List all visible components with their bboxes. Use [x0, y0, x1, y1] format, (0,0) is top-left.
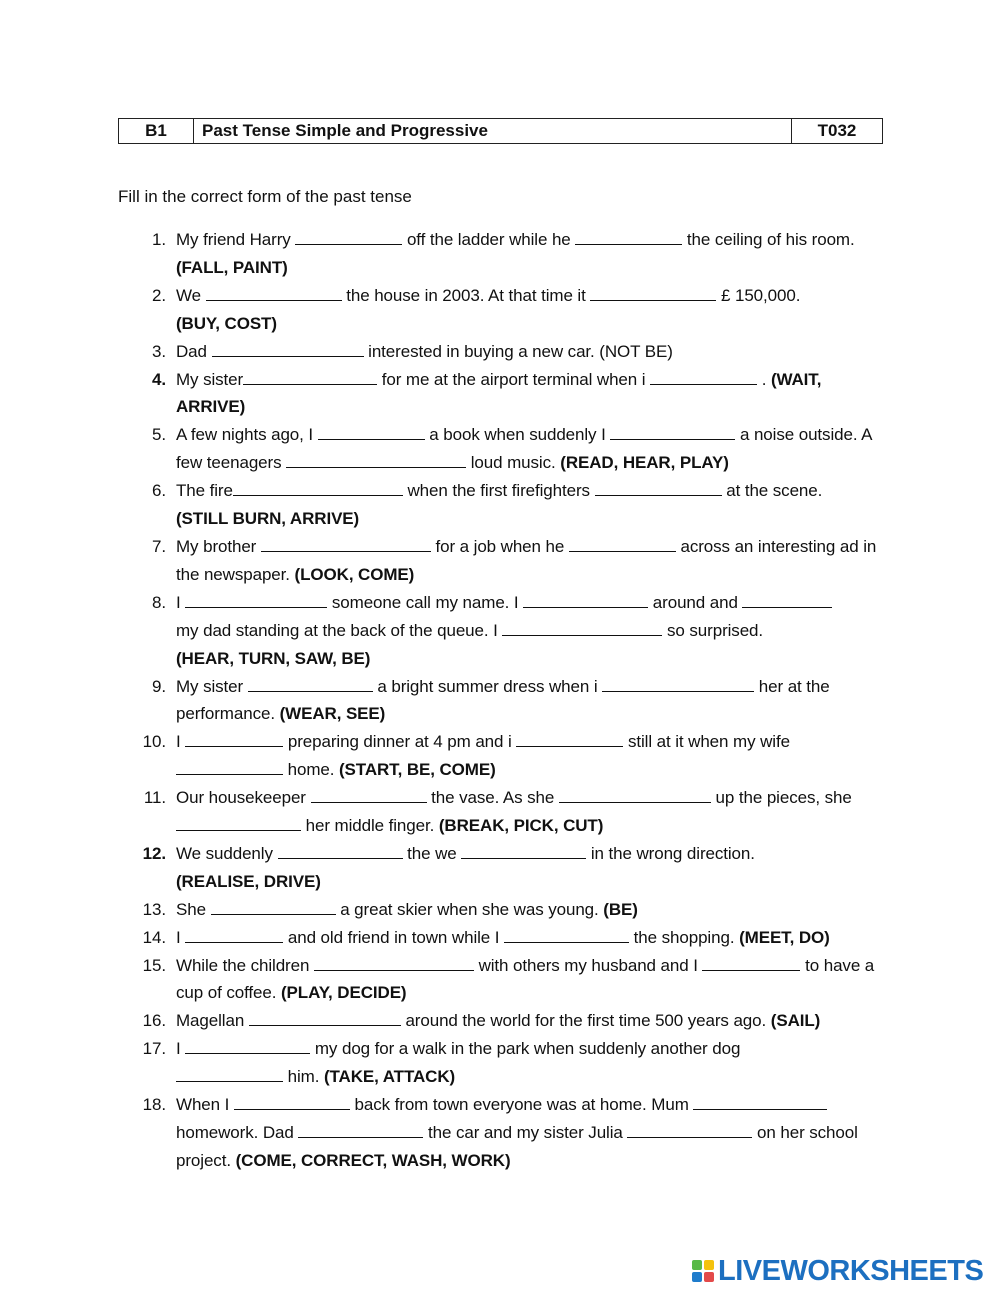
- sentence-text: We: [176, 285, 201, 305]
- verb-hint: (BREAK, PICK, CUT): [438, 816, 604, 836]
- sentence-text: up the pieces, she: [715, 788, 852, 808]
- sentence-text: her middle finger.: [305, 816, 435, 836]
- sentence-text: I: [176, 1039, 181, 1059]
- verb-hint: (COME, CORRECT, WASH, WORK): [235, 1150, 511, 1170]
- verb-hint: (READ, HEAR, PLAY): [560, 453, 729, 473]
- exercise-item-18: [118, 1091, 888, 1175]
- answer-blank[interactable]: [742, 590, 832, 608]
- sentence-text: still at it when my wife: [627, 732, 790, 752]
- verb-hint: (WAIT, ARRIVE): [176, 369, 822, 417]
- sentence-text: I: [176, 927, 181, 947]
- sentence-text: the car and my sister Julia: [428, 1123, 623, 1142]
- exercise-item-6: [118, 477, 888, 533]
- logo-mark-icon: [692, 1260, 714, 1282]
- answer-blank[interactable]: [185, 925, 283, 943]
- sentence-text: £ 150,000.: [720, 285, 801, 305]
- verb-hint: (HEAR, TURN, SAW, BE): [176, 648, 371, 668]
- sentence-text: to have a cup of coffee.: [176, 955, 875, 1003]
- worksheet-header-table: [118, 118, 883, 144]
- item-number: 4.: [152, 369, 166, 389]
- exercise-item-16: [118, 1007, 888, 1035]
- sentence-text: .: [761, 369, 767, 389]
- sentence-text: A few nights ago, I: [176, 425, 314, 445]
- verb-hint: (REALISE, DRIVE): [176, 871, 321, 891]
- sentence-text: her at the performance.: [176, 676, 830, 724]
- sentence-text: him.: [287, 1067, 320, 1087]
- answer-blank[interactable]: [523, 590, 648, 608]
- answer-blank[interactable]: [185, 729, 283, 747]
- answer-blank[interactable]: [211, 897, 336, 915]
- sentence-text: my dad standing at the back of the queue. I: [176, 620, 498, 640]
- item-number: 9.: [152, 676, 166, 696]
- exercise-item-14: [118, 924, 888, 952]
- sentence-text: in the wrong direction.: [590, 843, 755, 863]
- sentence-text: She: [176, 899, 206, 919]
- answer-blank[interactable]: [502, 618, 662, 636]
- exercise-item-10: [118, 728, 888, 784]
- answer-blank[interactable]: [278, 841, 403, 859]
- sentence-text: around and: [652, 592, 738, 612]
- sentence-text: interested in buying a new car. (NOT BE): [368, 341, 673, 361]
- exercise-item-9: [118, 673, 888, 729]
- verb-hint: (TAKE, ATTACK): [323, 1067, 456, 1087]
- sentence-text: loud music.: [470, 453, 556, 473]
- answer-blank[interactable]: [650, 367, 757, 385]
- sentence-text: the ceiling of his room.: [686, 230, 855, 249]
- sentence-text: preparing dinner at 4 pm and i: [287, 732, 512, 752]
- item-number: 8.: [152, 592, 166, 612]
- item-number: 7.: [152, 536, 166, 556]
- sentence-text: I: [176, 732, 181, 752]
- exercise-item-11: [118, 784, 888, 840]
- answer-blank[interactable]: [185, 1036, 310, 1054]
- answer-blank[interactable]: [702, 953, 800, 971]
- title-cell: Past Tense Simple and Progressive: [194, 119, 792, 144]
- item-number: 6.: [152, 481, 166, 501]
- sentence-text: at the scene.: [726, 481, 823, 501]
- sentence-text: and old friend in town while I: [287, 927, 500, 947]
- exercise-item-15: [118, 952, 888, 1008]
- item-number: 10.: [142, 732, 166, 752]
- sentence-text: around the world for the first time 500 years ago.: [405, 1011, 767, 1031]
- verb-hint: (MEET, DO): [739, 927, 830, 947]
- verb-hint: (BUY, COST): [176, 313, 277, 333]
- sentence-text: the shopping.: [633, 927, 735, 947]
- exercise-item-3: [118, 338, 888, 366]
- sentence-text: Magellan: [176, 1011, 245, 1031]
- answer-blank[interactable]: [176, 757, 283, 775]
- item-number: 15.: [142, 955, 166, 975]
- verb-hint: (STILL BURN, ARRIVE): [176, 509, 360, 529]
- answer-blank[interactable]: [461, 841, 586, 859]
- verb-hint: (SAIL): [770, 1011, 821, 1031]
- exercise-item-4: [118, 366, 888, 422]
- answer-blank[interactable]: [590, 283, 716, 301]
- sentence-text: the we: [407, 843, 457, 863]
- item-number: 13.: [142, 899, 166, 919]
- exercise-item-12: [118, 840, 888, 896]
- sentence-text: the house in 2003. At that time it: [346, 285, 586, 305]
- sentence-text: home.: [287, 760, 335, 780]
- verb-hint: (START, BE, COME): [339, 760, 496, 780]
- item-number: 18.: [142, 1095, 166, 1115]
- sentence-text: on her school project.: [176, 1123, 858, 1170]
- sentence-text: when the first firefighters: [407, 481, 590, 501]
- sentence-text: The fire: [176, 481, 233, 501]
- item-number: 2.: [152, 285, 166, 305]
- answer-blank[interactable]: [693, 1092, 827, 1110]
- item-number: 16.: [142, 1011, 166, 1031]
- answer-blank[interactable]: [176, 1064, 283, 1082]
- answer-blank[interactable]: [261, 534, 431, 552]
- sentence-text: My brother: [176, 536, 257, 556]
- sentence-text: Dad: [176, 341, 207, 361]
- answer-blank[interactable]: [595, 478, 722, 496]
- sentence-text: the vase. As she: [431, 788, 555, 808]
- sentence-text: a great skier when she was young.: [340, 899, 599, 919]
- sentence-text: back from town everyone was at home. Mum: [354, 1095, 689, 1115]
- sentence-text: When I: [176, 1095, 230, 1115]
- answer-blank[interactable]: [311, 785, 427, 803]
- answer-blank[interactable]: [559, 785, 711, 803]
- answer-blank[interactable]: [569, 534, 676, 552]
- answer-blank[interactable]: [314, 953, 474, 971]
- code-cell: T032: [792, 119, 883, 144]
- exercise-item-1: [118, 226, 888, 282]
- answer-blank[interactable]: [243, 367, 377, 385]
- answer-blank[interactable]: [295, 227, 402, 245]
- instruction-text: Fill in the correct form of the past tense: [118, 187, 412, 206]
- sentence-text: I: [176, 592, 181, 612]
- sentence-text: for me at the airport terminal when i: [381, 369, 646, 389]
- answer-blank[interactable]: [286, 450, 466, 468]
- verb-hint: (BE): [603, 899, 638, 919]
- sentence-text: While the children: [176, 955, 310, 975]
- answer-blank[interactable]: [249, 1008, 401, 1026]
- exercise-item-2: [118, 282, 888, 338]
- verb-hint: (LOOK, COME): [294, 564, 415, 584]
- item-number: 1.: [152, 230, 166, 249]
- answer-blank[interactable]: [185, 590, 327, 608]
- item-number: 5.: [152, 425, 166, 445]
- item-number: 17.: [142, 1039, 166, 1059]
- answer-blank[interactable]: [318, 422, 425, 440]
- answer-blank[interactable]: [233, 478, 403, 496]
- sentence-text: off the ladder while he: [406, 230, 571, 249]
- sentence-text: so surprised.: [667, 620, 764, 640]
- answer-blank[interactable]: [602, 674, 754, 692]
- sentence-text: with others my husband and I: [478, 955, 698, 975]
- item-number: 11.: [143, 788, 166, 808]
- answer-blank[interactable]: [610, 422, 735, 440]
- sentence-text: My sister: [176, 369, 244, 389]
- sentence-text: My friend Harry: [176, 230, 291, 249]
- answer-blank[interactable]: [248, 674, 373, 692]
- exercise-item-7: [118, 533, 888, 589]
- answer-blank[interactable]: [516, 729, 623, 747]
- sentence-text: for a job when he: [435, 536, 565, 556]
- verb-hint: (PLAY, DECIDE): [281, 983, 407, 1003]
- item-number: 14.: [142, 927, 166, 947]
- brand-name: LIVEWORKSHEETS: [718, 1254, 984, 1287]
- answer-blank[interactable]: [212, 339, 364, 357]
- exercise-list: [118, 226, 888, 1175]
- sentence-text: across an interesting ad in the newspaper.: [176, 536, 877, 584]
- answer-blank[interactable]: [176, 813, 301, 831]
- sentence-text: We suddenly: [176, 843, 273, 863]
- answer-blank[interactable]: [206, 283, 342, 301]
- exercise-item-13: [118, 896, 888, 924]
- sentence-text: homework. Dad: [176, 1123, 294, 1142]
- item-number: 3.: [152, 341, 166, 361]
- answer-blank[interactable]: [627, 1120, 752, 1138]
- verb-hint: (FALL, PAINT): [176, 257, 288, 277]
- sentence-text: a bright summer dress when i: [377, 676, 598, 696]
- item-number: 12.: [142, 843, 166, 863]
- answer-blank[interactable]: [298, 1120, 423, 1138]
- answer-blank[interactable]: [575, 227, 682, 245]
- sentence-text: Our housekeeper: [176, 788, 306, 808]
- sentence-text: my dog for a walk in the park when suddenly another dog: [314, 1039, 741, 1059]
- level-cell: B1: [119, 119, 194, 144]
- verb-hint: (WEAR, SEE): [279, 704, 386, 724]
- exercise-item-5: [118, 421, 888, 477]
- sentence-text: a noise outside. A few teenagers: [176, 425, 872, 473]
- exercise-item-17: [118, 1035, 888, 1091]
- sentence-text: My sister: [176, 676, 244, 696]
- sentence-text: someone call my name. I: [331, 592, 519, 612]
- liveworksheets-logo: [692, 1256, 983, 1286]
- answer-blank[interactable]: [234, 1092, 350, 1110]
- exercise-item-8: [118, 589, 888, 673]
- sentence-text: a book when suddenly I: [429, 425, 606, 445]
- answer-blank[interactable]: [504, 925, 629, 943]
